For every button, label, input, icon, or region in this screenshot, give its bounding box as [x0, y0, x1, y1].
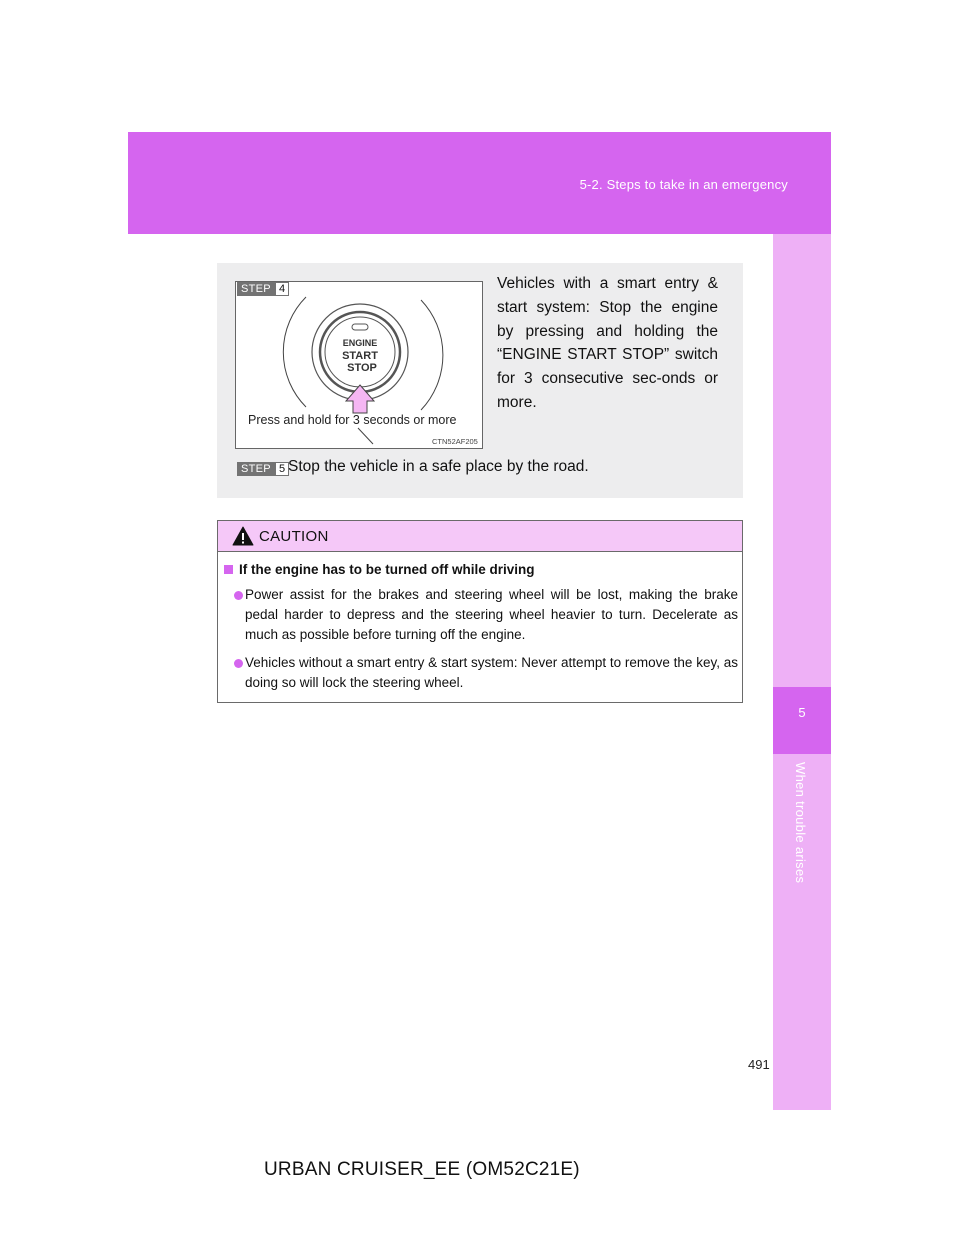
leader-line — [358, 428, 373, 444]
warning-icon — [232, 526, 254, 546]
caution-title: CAUTION — [259, 528, 329, 545]
caution-box — [217, 520, 743, 703]
caution-body — [224, 562, 738, 693]
switch-label-start: START — [342, 350, 378, 362]
switch-label-stop: STOP — [347, 362, 377, 374]
step-badge-number: 5 — [275, 462, 289, 476]
caution-bullet-text: Power assist for the brakes and steering wheel will be lost, making the brake pedal harder to depress and the steering wheel heavier to turn. Decelerate as much as possible before turning off the engine. — [245, 587, 738, 642]
caution-heading-text: If the engine has to be turned off while driving — [239, 562, 535, 577]
figure-id: CTN52AF205 — [432, 437, 478, 446]
step-badge-number: 4 — [275, 282, 289, 296]
step-5-badge — [237, 462, 289, 476]
round-bullet-icon — [234, 591, 243, 600]
side-tab — [773, 234, 831, 1110]
section-title: 5-2. Steps to take in an emergency — [579, 177, 788, 192]
chapter-number: 5 — [798, 705, 806, 720]
step-5-text: Stop the vehicle in a safe place by the road. — [288, 458, 589, 475]
caution-header — [218, 521, 742, 552]
step-badge-label: STEP — [237, 282, 275, 296]
page-number: 491 — [748, 1057, 770, 1072]
switch-label-engine: ENGINE — [342, 338, 378, 348]
round-bullet-icon — [234, 659, 243, 668]
dash-curve-left — [283, 297, 306, 407]
dash-curve-right — [421, 300, 443, 410]
caution-bullet-text: Vehicles without a smart entry & start system: Never attempt to remove the key, as doing so will lock the steering wheel. — [245, 655, 738, 690]
footer-model: URBAN CRUISER_EE (OM52C21E) — [264, 1159, 580, 1180]
chapter-box — [773, 687, 831, 754]
step-4-badge — [237, 282, 289, 296]
caution-bullet — [224, 653, 738, 693]
square-bullet-icon — [224, 565, 233, 574]
press-arrow-icon — [346, 385, 374, 413]
chapter-label: When trouble arises — [793, 762, 808, 884]
caution-bullet — [224, 585, 738, 645]
caution-heading — [224, 562, 738, 577]
step-4-text: Vehicles with a smart entry & start system: Stop the engine by pressing and holding the “ENGINE START STOP” switch for 3 consecutive sec-onds or more. — [497, 275, 718, 411]
step-badge-label: STEP — [237, 462, 275, 476]
figure-caption: Press and hold for 3 seconds or more — [248, 413, 457, 427]
